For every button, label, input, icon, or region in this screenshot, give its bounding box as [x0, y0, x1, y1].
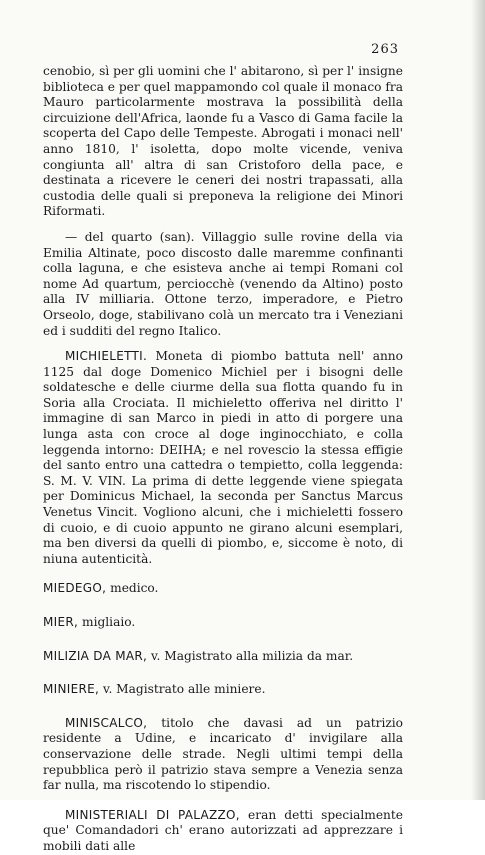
entry-headword: MINISCALCO,	[65, 715, 148, 730]
entry-ministeriali-di-palazzo	[43, 808, 403, 855]
entry-miedego	[43, 581, 403, 597]
entry-definition: eran detti specialmente que' Comandadori ch' erano autorizzati ad apprezzare i mobili dati alle	[43, 807, 404, 853]
entry-definition: medico.	[110, 581, 159, 596]
entry-miniscalco	[43, 716, 403, 794]
page-number: 263	[371, 42, 399, 57]
page-edge-shadow	[471, 0, 485, 800]
entry-headword: MINIERE,	[43, 682, 100, 697]
entry-headword: MIEDEGO,	[43, 581, 107, 596]
entry-michieletti	[43, 349, 403, 567]
entry-headword: MILIZIA DA MAR,	[43, 648, 148, 663]
entry-milizia-da-mar	[43, 649, 403, 665]
entry-definition: Moneta di piombo battuta nell' anno 1125 dal doge Domenico Michiel per i bisogni delle soldatesche e delle ciurme della sua flotta quando fu in Soria alla Crociata. Il michieletto offeriva nel diritto l' immagine di san Marco in piedi in atto di porgere una lunga asta con croce al doge inginocchiato, e colla leggenda intorno: DEIHA; e nel rovescio la stessa effigie del santo entro una cattedra o tempietto, colla leggenda: S. M. V. VIN. La prima di dette leggende viene spiegata per Dominicus Michael, la seconda per Sanctus Marcus Venetus Vincit. Vogliono alcuni, che i michieletti fossero di cuoio, e di cuoio appunto ne girano alcuni esemplari, ma ben diversi da quelli di piombo, e, siccome è noto, di niuna autenticità.	[43, 349, 403, 566]
entry-definition: v. Magistrato alla milizia da mar.	[151, 648, 354, 663]
entry-headword: MINISTERIALI DI PALAZZO,	[65, 807, 240, 822]
entry-mier	[43, 615, 403, 631]
paragraph-cenobio: cenobio, sì per gli uomini che l' abitarono, sì per l' insigne biblioteca e per quel mappamondo col quale il monaco fra Mauro particolarmente mostrava la possibilità della circuizione dell'Africa, laonde fu a Vasco di Gama facile la scoperta del Capo delle Tempeste. Abrogati i monaci nell' anno 1810, l' isoletta, dopo molte vicende, veniva congiunta all' altra di san Cristoforo della pace, e destinata a ricevere le ceneri dei nostri trapassati, alla custodia delle quali si preponeva la religione dei Minori Riformati.	[43, 64, 403, 219]
entry-definition: titolo che davasi ad un patrizio residente a Udine, e incaricato d' invigilare alla conservazione delle strade. Negli ultimi tempi della repubblica però il patrizio stava sempre a Venezia senza far nulla, ma riscotendo lo stipendio.	[43, 715, 404, 793]
entry-miniere	[43, 682, 403, 698]
paragraph-quarto: — del quarto (san). Villaggio sulle rovine della via Emilia Altinate, poco discosto dalle maremme confinanti colla laguna, e che esisteva anche ai tempi Romani col nome Ad quartum, perciocchè (venendo da Altino) posto alla IV milliaria. Ottone terzo, imperadore, e Pietro Orseolo, doge, stabilivano colà un mercato tra i Veneziani ed i sudditi del regno Italico.	[43, 229, 403, 338]
page-body	[43, 64, 403, 855]
entry-headword: MICHIELETTI.	[65, 349, 148, 364]
entry-definition: migliaio.	[82, 615, 136, 629]
entry-headword: MIER,	[43, 615, 79, 629]
entry-definition: v. Magistrato alle miniere.	[103, 682, 266, 697]
